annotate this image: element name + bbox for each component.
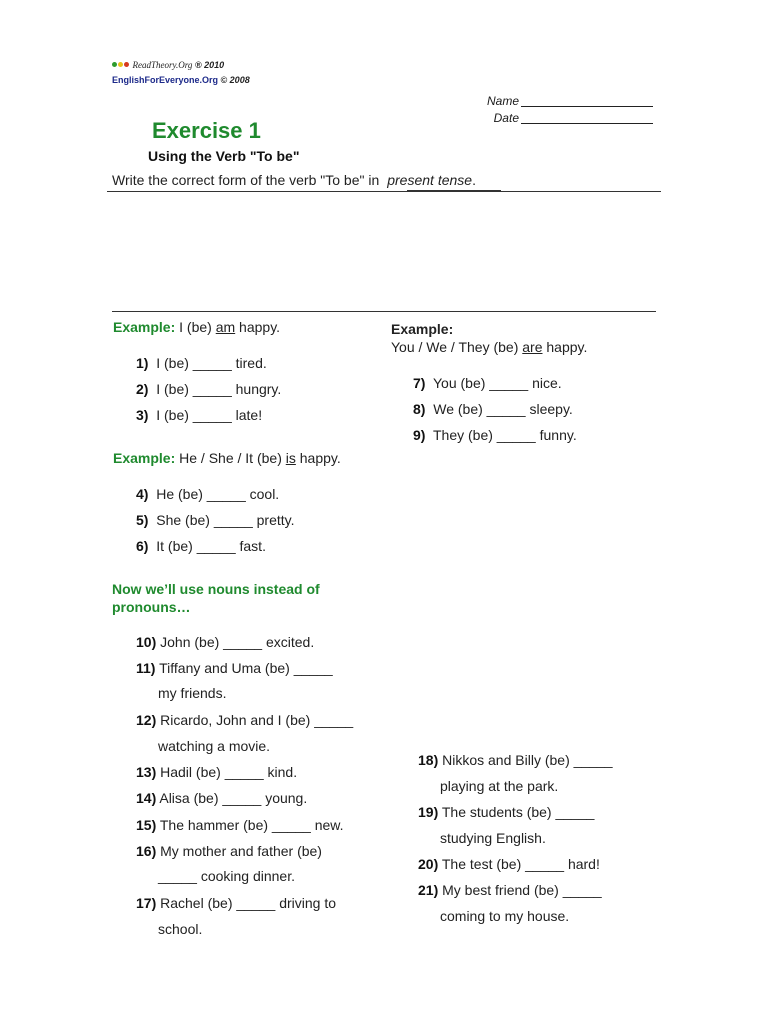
- item-text: You (be) _____ nice.: [432, 375, 562, 391]
- item-number: 8): [413, 401, 426, 417]
- item-number: 15): [136, 817, 157, 833]
- item-number: 20): [418, 856, 439, 872]
- example-pre: I (be): [179, 319, 216, 335]
- item-number: 10): [136, 634, 157, 650]
- list-item: [136, 512, 295, 528]
- name-field: [487, 94, 653, 108]
- list-item: [136, 843, 322, 859]
- item-number: 6): [136, 538, 149, 554]
- list-item: [413, 401, 573, 417]
- example-pre: He / She / It (be): [179, 450, 286, 466]
- instruction-tense: present tense: [387, 172, 473, 188]
- instruction-period: .: [472, 172, 476, 188]
- item-number: 18): [418, 752, 439, 768]
- date-blank: [521, 112, 653, 124]
- list-item-continuation: studying English.: [440, 830, 546, 846]
- example-post: happy.: [295, 450, 341, 466]
- list-item-continuation: playing at the park.: [440, 778, 559, 794]
- item-text: He (be) _____ cool.: [156, 486, 280, 502]
- section-divider: [112, 311, 656, 312]
- item-text: Nikkos and Billy (be) _____: [442, 752, 613, 768]
- item-text: Tiffany and Uma (be) _____: [159, 660, 333, 676]
- list-item: [136, 895, 336, 911]
- list-item: [136, 381, 281, 397]
- header-divider: [107, 191, 661, 192]
- list-item-continuation: my friends.: [158, 685, 227, 701]
- instruction: [112, 172, 476, 188]
- list-item: [418, 856, 600, 872]
- example-verb: am: [215, 319, 236, 335]
- readtheory-copyright: ® 2010: [194, 60, 225, 70]
- date-field: [494, 111, 653, 125]
- list-item: [418, 804, 594, 820]
- example-pre: You / We / They (be): [391, 339, 523, 355]
- englishforeveryone-logo: [112, 75, 250, 85]
- item-text: Ricardo, John and I (be) _____: [160, 712, 354, 728]
- item-text: Alisa (be) _____ young.: [159, 790, 308, 806]
- item-number: 13): [136, 764, 157, 780]
- list-item-continuation: coming to my house.: [440, 908, 570, 924]
- item-text: The students (be) _____: [441, 804, 595, 820]
- page-subtitle: Using the Verb "To be": [148, 148, 300, 164]
- item-number: 3): [136, 407, 149, 423]
- item-text: They (be) _____ funny.: [432, 427, 577, 443]
- example-post: happy.: [542, 339, 588, 355]
- example-verb: is: [285, 450, 296, 466]
- item-number: 19): [418, 804, 439, 820]
- example-3-label: Example:: [391, 321, 454, 337]
- example-2: [113, 450, 341, 466]
- example-verb: are: [522, 339, 543, 355]
- item-number: 2): [136, 381, 149, 397]
- item-number: 11): [136, 660, 156, 676]
- list-item: [136, 817, 344, 833]
- list-item: [136, 712, 353, 728]
- example-label: Example:: [113, 450, 176, 466]
- item-text: I (be) _____ tired.: [156, 355, 267, 371]
- item-text: My best friend (be) _____: [442, 882, 602, 898]
- example-3: [391, 339, 587, 355]
- list-item: [413, 427, 577, 443]
- name-label: Name: [486, 94, 519, 108]
- item-number: 16): [136, 843, 157, 859]
- item-number: 5): [136, 512, 149, 528]
- readtheory-logo: [112, 60, 224, 70]
- item-number: 17): [136, 895, 157, 911]
- englishforeveryone-site: EnglishForEveryone.Org: [112, 75, 219, 85]
- dot-red-icon: [124, 62, 129, 67]
- instruction-text: Write the correct form of the verb "To be" in: [112, 172, 380, 188]
- list-item: [413, 375, 562, 391]
- dot-yellow-icon: [118, 62, 123, 67]
- item-number: 7): [413, 375, 426, 391]
- list-item: [418, 752, 613, 768]
- date-label: Date: [493, 111, 519, 125]
- item-text: Rachel (be) _____ driving to: [160, 895, 337, 911]
- item-number: 1): [136, 355, 149, 371]
- item-text: She (be) _____ pretty.: [156, 512, 295, 528]
- item-number: 14): [136, 790, 157, 806]
- list-item: [136, 538, 266, 554]
- nouns-heading: Now we’ll use nouns instead of pronouns…: [112, 581, 320, 615]
- list-item: [418, 882, 602, 898]
- item-text: I (be) _____ late!: [156, 407, 263, 423]
- example-1: [113, 319, 280, 335]
- name-blank: [521, 95, 653, 107]
- list-item: [136, 407, 262, 423]
- list-item: [136, 486, 279, 502]
- item-text: We (be) _____ sleepy.: [433, 401, 573, 417]
- list-item-continuation: _____ cooking dinner.: [158, 868, 295, 884]
- list-item-continuation: school.: [158, 921, 203, 937]
- page-title: Exercise 1: [152, 118, 261, 143]
- englishforeveryone-copyright: © 2008: [220, 75, 250, 85]
- example-label: Example:: [113, 319, 176, 335]
- item-number: 9): [413, 427, 426, 443]
- list-item-continuation: watching a movie.: [158, 738, 271, 754]
- item-text: It (be) _____ fast.: [156, 538, 266, 554]
- list-item: [136, 764, 297, 780]
- item-text: John (be) _____ excited.: [160, 634, 315, 650]
- list-item: [136, 355, 267, 371]
- dot-green-icon: [112, 62, 117, 67]
- item-number: 12): [136, 712, 157, 728]
- item-text: I (be) _____ hungry.: [156, 381, 282, 397]
- item-text: The hammer (be) _____ new.: [159, 817, 344, 833]
- item-text: Hadil (be) _____ kind.: [160, 764, 298, 780]
- item-number: 4): [136, 486, 149, 502]
- item-text: My mother and father (be): [160, 843, 322, 859]
- list-item: [136, 660, 333, 676]
- readtheory-site: ReadTheory.Org: [132, 60, 193, 70]
- item-text: The test (be) _____ hard!: [441, 856, 600, 872]
- item-number: 21): [418, 882, 439, 898]
- example-post: happy.: [235, 319, 281, 335]
- list-item: [136, 634, 314, 650]
- list-item: [136, 790, 307, 806]
